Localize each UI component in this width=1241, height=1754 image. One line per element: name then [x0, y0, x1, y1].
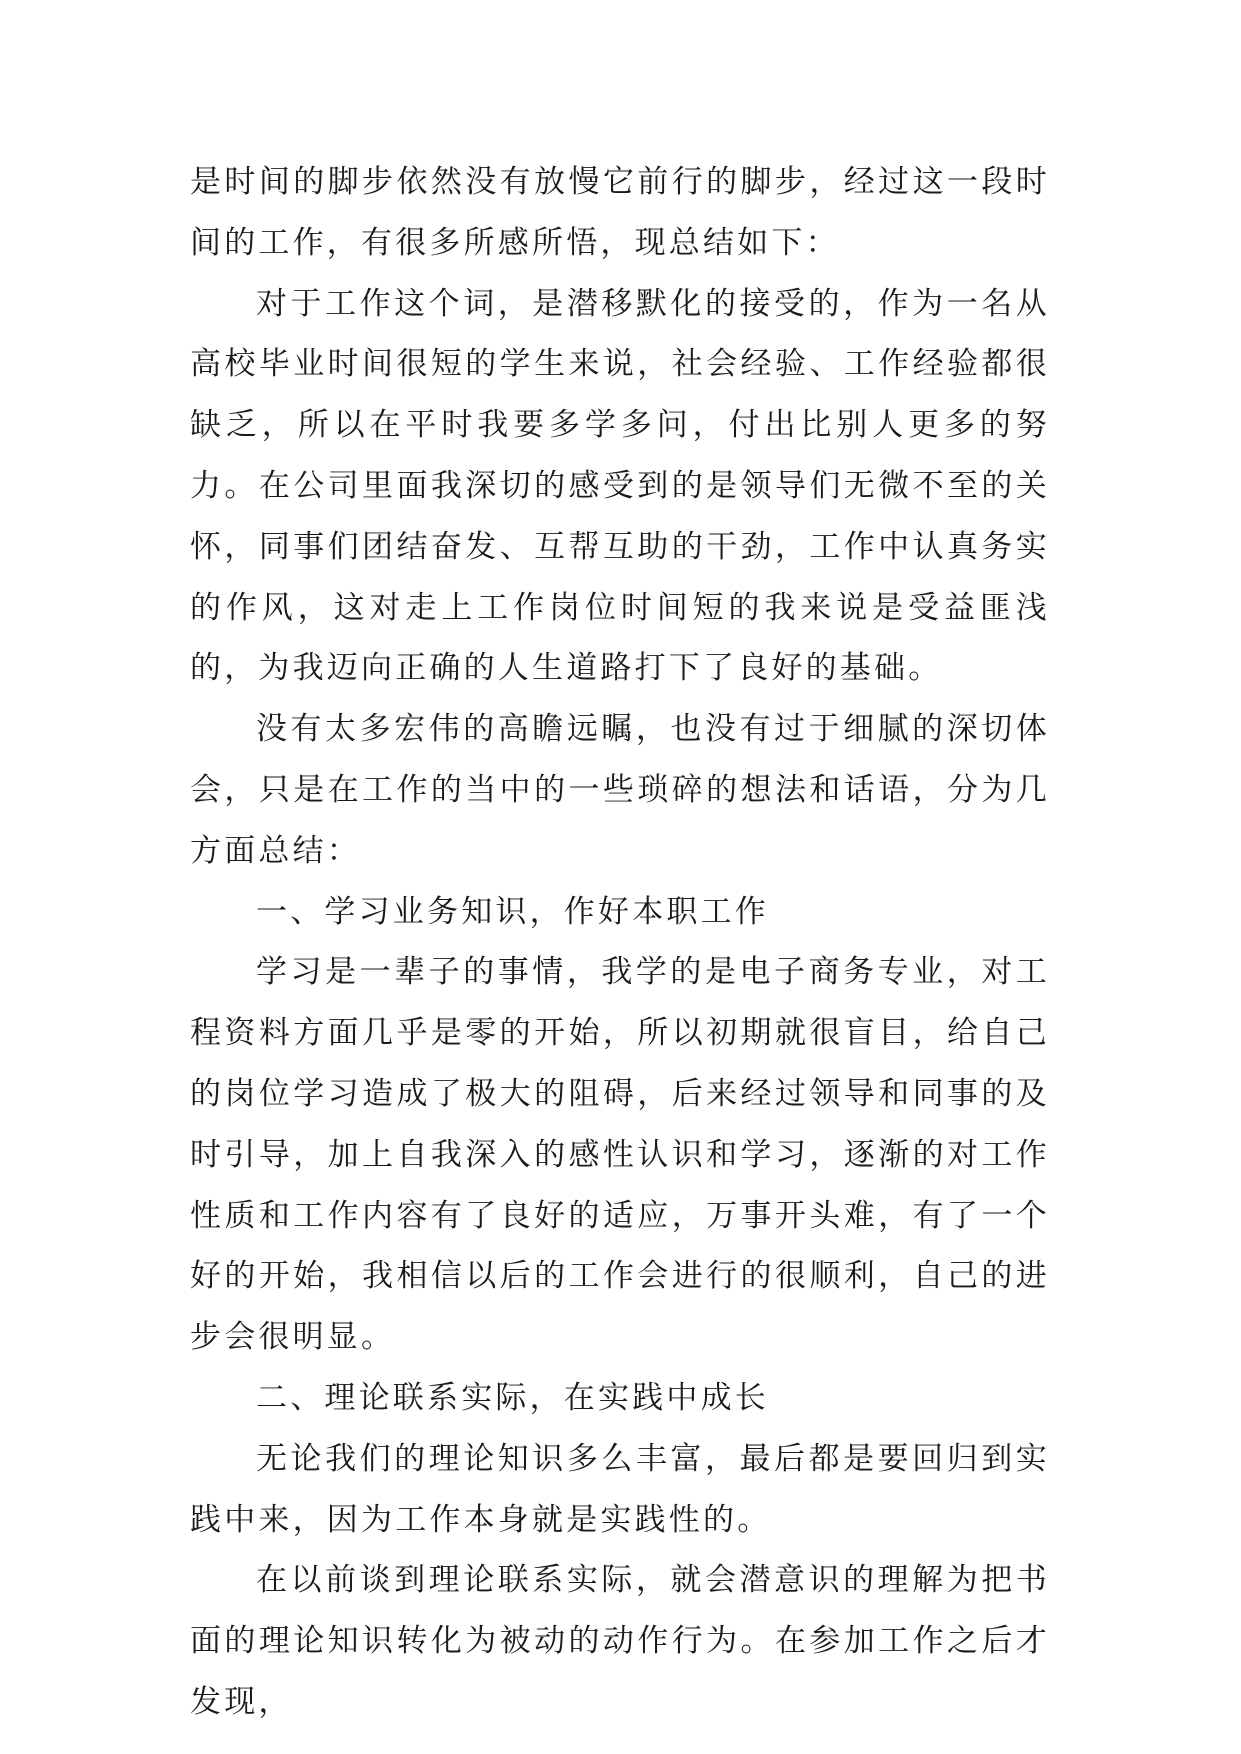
- section-heading-2: 二、理论联系实际，在实践中成长: [256, 1379, 769, 1416]
- paragraph-theory-practice: 在以前谈到理论联系实际，就会潜意识的理解为把书面的理论知识转化为被动的动作行为。在参加工作之后才发现，: [190, 1562, 1050, 1720]
- paragraph-work-understanding: 对于工作这个词，是潜移默化的接受的，作为一名从高校毕业时间很短的学生来说，社会经验、工作经验都很缺乏，所以在平时我要多学多问，付出比别人更多的努力。在公司里面我深切的感受到的是领导们无微不至的关怀，同事们团结奋发、互帮互助的干劲，工作中认真务实的作风，这对走上工作岗位时间短的我来说是受益匪浅的，为我迈向正确的人生道路打下了良好的基础。: [190, 285, 1050, 687]
- paragraph-practice: 无论我们的理论知识多么丰富，最后都是要回归到实践中来，因为工作本身就是实践性的。: [190, 1440, 1050, 1538]
- section-heading-1: 一、学习业务知识，作好本职工作: [256, 893, 769, 930]
- paragraph-learning: 学习是一辈子的事情，我学的是电子商务专业，对工程资料方面几乎是零的开始，所以初期就很盲目，给自己的岗位学习造成了极大的阻碍，后来经过领导和同事的及时引导，加上自我深入的感性认识和学习，逐渐的对工作性质和工作内容有了良好的适应，万事开头难，有了一个好的开始，我相信以后的工作会进行的很顺利，自己的进步会很明显。: [190, 954, 1050, 1356]
- paragraph-continuation: 是时间的脚步依然没有放慢它前行的脚步，经过这一段时间的工作，有很多所感所悟，现总结如下：: [190, 164, 1050, 261]
- document-body: [190, 152, 1050, 1733]
- paragraph-summary-intro: 没有太多宏伟的高瞻远瞩，也没有过于细腻的深切体会，只是在工作的当中的一些琐碎的想法和话语，分为几方面总结：: [190, 711, 1050, 869]
